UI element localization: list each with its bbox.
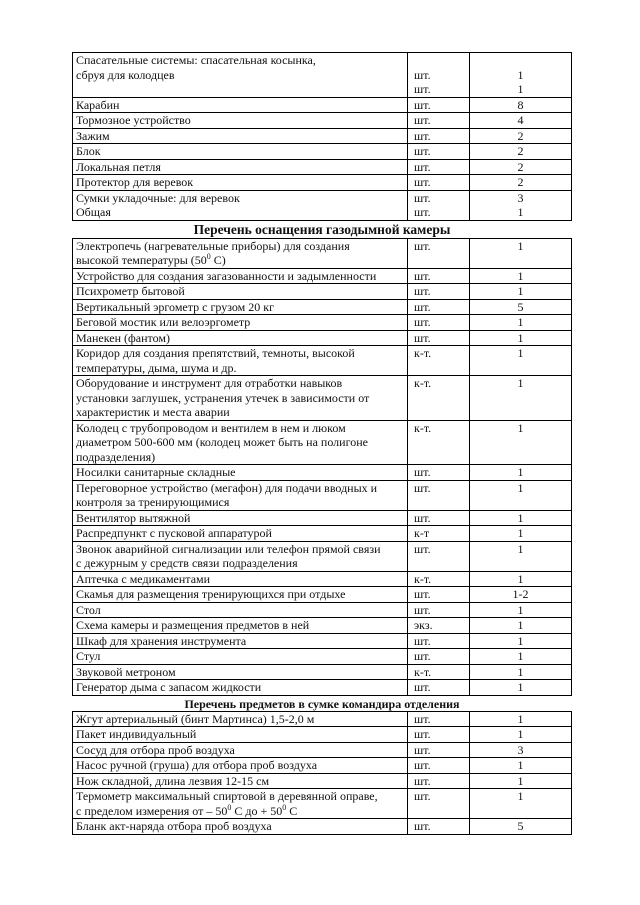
table-row	[73, 113, 572, 129]
table-row	[73, 376, 572, 421]
cell-line: Коридор для создания препятствий, темноты, высокой	[76, 346, 355, 360]
item-name-cell	[73, 376, 408, 421]
cell-line: диаметром 500-600 мм (колодец может быть на полигоне	[76, 435, 368, 449]
quantity-cell: 1	[470, 633, 572, 649]
unit-cell: экз.	[408, 618, 470, 634]
table-row	[73, 268, 572, 284]
cell-line: Колодец с трубопроводом и вентилем в нем и люком	[76, 420, 346, 435]
quantity-cell: 5	[470, 299, 572, 315]
table-row	[73, 128, 572, 144]
table-row	[73, 299, 572, 315]
cell-line: шт.	[414, 190, 431, 205]
item-name-cell: Зажим	[73, 128, 408, 144]
cell-line: Электропечь (нагревательные приборы) для создания	[76, 238, 350, 253]
cell-line: 3	[517, 190, 524, 205]
item-name-cell	[73, 789, 408, 819]
unit-cell: шт.	[408, 742, 470, 758]
unit-cell: шт.	[408, 819, 470, 835]
item-name-cell: Аптечка с медикаментами	[73, 571, 408, 587]
quantity-cell: 1	[470, 330, 572, 346]
unit-cell: к-т.	[408, 376, 470, 421]
cell-line: высокой температуры ($50^0$ С)	[76, 252, 226, 267]
cell-line: шт.	[414, 205, 431, 219]
item-name-cell	[73, 190, 408, 220]
quantity-cell: 1	[470, 268, 572, 284]
table-row	[73, 510, 572, 526]
quantity-cell: 1	[470, 284, 572, 300]
table-row	[73, 526, 572, 542]
unit-cell	[408, 53, 470, 98]
quantity-cell: 1	[470, 602, 572, 618]
quantity-cell: 4	[470, 113, 572, 129]
cell-line: 1	[517, 67, 524, 82]
quantity-cell	[470, 190, 572, 220]
unit-cell: шт.	[408, 144, 470, 160]
table-row	[73, 819, 572, 835]
table-row	[73, 773, 572, 789]
table-row	[73, 238, 572, 268]
table-row	[73, 541, 572, 571]
unit-cell: шт.	[408, 113, 470, 129]
unit-cell: к-т	[408, 526, 470, 542]
unit-cell: шт.	[408, 159, 470, 175]
quantity-cell: 1	[470, 664, 572, 680]
cell-line	[414, 53, 466, 68]
item-name-cell: Блок	[73, 144, 408, 160]
section-title-gas-chamber: Перечень оснащения газодымной камеры	[193, 221, 451, 237]
unit-cell: шт.	[408, 330, 470, 346]
item-name-cell: Локальная петля	[73, 159, 408, 175]
table-row	[73, 190, 572, 220]
unit-cell: шт.	[408, 758, 470, 774]
cell-line: шт.	[414, 82, 431, 96]
unit-cell: шт.	[408, 649, 470, 665]
unit-cell: к-т.	[408, 346, 470, 376]
unit-cell: шт.	[408, 773, 470, 789]
item-name-cell	[73, 420, 408, 465]
item-name-cell	[73, 541, 408, 571]
quantity-cell: 1	[470, 711, 572, 727]
item-name-cell: Жгут артериальный (бинт Мартинса) 1,5-2,0 м	[73, 711, 408, 727]
unit-cell: шт.	[408, 238, 470, 268]
item-name-cell: Нож складной, длина лезвия 12-15 см	[73, 773, 408, 789]
unit-cell: шт.	[408, 128, 470, 144]
table-row	[73, 758, 572, 774]
unit-cell: шт.	[408, 711, 470, 727]
item-name-cell	[73, 480, 408, 510]
cell-line: установки заглушек, устранения утечек в зависимости от	[76, 390, 370, 405]
quantity-cell: 2	[470, 128, 572, 144]
cell-line: Сумки укладочные: для веревок	[76, 190, 240, 205]
table-row	[73, 680, 572, 696]
item-name-cell: Сосуд для отбора проб воздуха	[73, 742, 408, 758]
quantity-cell: 1	[470, 315, 572, 331]
unit-cell: шт.	[408, 602, 470, 618]
quantity-cell: 1	[470, 480, 572, 510]
table-row	[73, 649, 572, 665]
cell-line: Оборудование и инструмент для отработки навыков	[76, 376, 343, 390]
quantity-cell: 1	[470, 238, 572, 268]
quantity-cell: 3	[470, 742, 572, 758]
item-name-cell: Генератор дыма с запасом жидкости	[73, 680, 408, 696]
item-name-cell: Вертикальный эргометр с грузом 20 кг	[73, 299, 408, 315]
table-row	[73, 664, 572, 680]
quantity-cell: 1	[470, 346, 572, 376]
quantity-cell: 1	[470, 649, 572, 665]
item-name-cell	[73, 346, 408, 376]
item-name-cell: Схема камеры и размещения предметов в ней	[73, 618, 408, 634]
equipment-table-2	[72, 238, 572, 696]
unit-cell: шт.	[408, 480, 470, 510]
cell-line: температуры, дыма, шума и др.	[76, 360, 237, 375]
cell-line: контроля за тренирующимися	[76, 495, 230, 509]
item-name-cell: Карабин	[73, 97, 408, 113]
item-name-cell: Беговой мостик или велоэргометр	[73, 315, 408, 331]
table-row	[73, 742, 572, 758]
quantity-cell: 1	[470, 526, 572, 542]
cell-line: с дежурным у средств связи подразделения	[76, 556, 298, 570]
item-name-cell: Носилки санитарные складные	[73, 465, 408, 481]
table-row	[73, 144, 572, 160]
table-row	[73, 97, 572, 113]
quantity-cell: 1	[470, 420, 572, 465]
cell-line: подразделения)	[76, 449, 156, 464]
quantity-cell: 1	[470, 773, 572, 789]
quantity-cell: 1	[470, 789, 572, 819]
equipment-table-3	[72, 711, 572, 835]
cell-line: сбруя для колодцев	[76, 67, 175, 82]
item-name-cell: Пакет индивидуальный	[73, 727, 408, 743]
table-row	[73, 633, 572, 649]
item-name-cell: Скамья для размещения тренирующихся при отдыхе	[73, 587, 408, 603]
item-name-cell	[73, 238, 408, 268]
item-name-cell: Насос ручной (груша) для отбора проб воздуха	[73, 758, 408, 774]
table-row	[73, 571, 572, 587]
quantity-cell: 1	[470, 541, 572, 571]
section-title-commander-bag: Перечень предметов в сумке командира отделения	[184, 696, 460, 711]
quantity-cell: 1	[470, 510, 572, 526]
table-row	[73, 465, 572, 481]
item-name-cell: Шкаф для хранения инструмента	[73, 633, 408, 649]
table-row	[73, 53, 572, 98]
unit-cell	[408, 190, 470, 220]
table-row	[73, 420, 572, 465]
item-name-cell: Бланк акт-наряда отбора проб воздуха	[73, 819, 408, 835]
quantity-cell: 5	[470, 819, 572, 835]
quantity-cell: 2	[470, 144, 572, 160]
unit-cell: шт.	[408, 510, 470, 526]
table-row	[73, 711, 572, 727]
quantity-cell: 2	[470, 175, 572, 191]
item-name-cell: Звуковой метроном	[73, 664, 408, 680]
unit-cell: шт.	[408, 727, 470, 743]
item-name-cell: Распредпункт с пусковой аппаратурой	[73, 526, 408, 542]
unit-cell: шт.	[408, 315, 470, 331]
document-page	[72, 52, 572, 835]
unit-cell: шт.	[408, 268, 470, 284]
quantity-cell: 8	[470, 97, 572, 113]
table-row	[73, 602, 572, 618]
cell-line: Термометр максимальный спиртовой в деревянной оправе,	[76, 789, 378, 803]
table-row	[73, 346, 572, 376]
cell-line: 1	[517, 82, 524, 96]
cell-line: Спасательные системы: спасательная косынка,	[76, 53, 316, 67]
cell-line: Звонок аварийной сигнализации или телефон прямой связи	[76, 541, 381, 556]
table-row	[73, 175, 572, 191]
table-row	[73, 315, 572, 331]
unit-cell: шт.	[408, 680, 470, 696]
item-name-cell: Стол	[73, 602, 408, 618]
quantity-cell: 1	[470, 465, 572, 481]
item-name-cell: Манекен (фантом)	[73, 330, 408, 346]
equipment-table-1	[72, 52, 572, 221]
unit-cell: шт.	[408, 284, 470, 300]
cell-line: Общая	[76, 205, 111, 219]
item-name-cell	[73, 53, 408, 98]
item-name-cell: Вентилятор вытяжной	[73, 510, 408, 526]
unit-cell: шт.	[408, 299, 470, 315]
cell-line: 1	[517, 205, 524, 219]
quantity-cell: 1	[470, 376, 572, 421]
quantity-cell: 1	[470, 618, 572, 634]
item-name-cell: Психрометр бытовой	[73, 284, 408, 300]
quantity-cell: 2	[470, 159, 572, 175]
item-name-cell: Стул	[73, 649, 408, 665]
quantity-cell	[470, 53, 572, 98]
quantity-cell: 1	[470, 680, 572, 696]
table-row	[73, 727, 572, 743]
quantity-cell: 1	[470, 571, 572, 587]
unit-cell: шт.	[408, 541, 470, 571]
unit-cell: шт.	[408, 97, 470, 113]
item-name-cell: Тормозное устройство	[73, 113, 408, 129]
unit-cell: шт.	[408, 789, 470, 819]
unit-cell: к-т.	[408, 420, 470, 465]
table-row	[73, 330, 572, 346]
cell-line: шт.	[414, 67, 431, 82]
item-name-cell: Протектор для веревок	[73, 175, 408, 191]
table-row	[73, 480, 572, 510]
cell-line: характеристик и места аварии	[76, 405, 230, 419]
unit-cell: к-т.	[408, 664, 470, 680]
table-row	[73, 789, 572, 819]
quantity-cell: 1	[470, 758, 572, 774]
cell-line: Переговорное устройство (мегафон) для подачи вводных и	[76, 480, 378, 495]
cell-line	[473, 53, 568, 68]
unit-cell: шт.	[408, 587, 470, 603]
item-name-cell: Устройство для создания загазованности и задымленности	[73, 268, 408, 284]
unit-cell: шт.	[408, 175, 470, 191]
cell-line: с пределом измерения от – $50^0$ С до + $50^0$ С	[76, 802, 298, 818]
table-row	[73, 284, 572, 300]
table-row	[73, 618, 572, 634]
unit-cell: к-т.	[408, 571, 470, 587]
unit-cell: шт.	[408, 633, 470, 649]
table-row	[73, 587, 572, 603]
table-row	[73, 159, 572, 175]
unit-cell: шт.	[408, 465, 470, 481]
quantity-cell: 1-2	[470, 587, 572, 603]
quantity-cell: 1	[470, 727, 572, 743]
